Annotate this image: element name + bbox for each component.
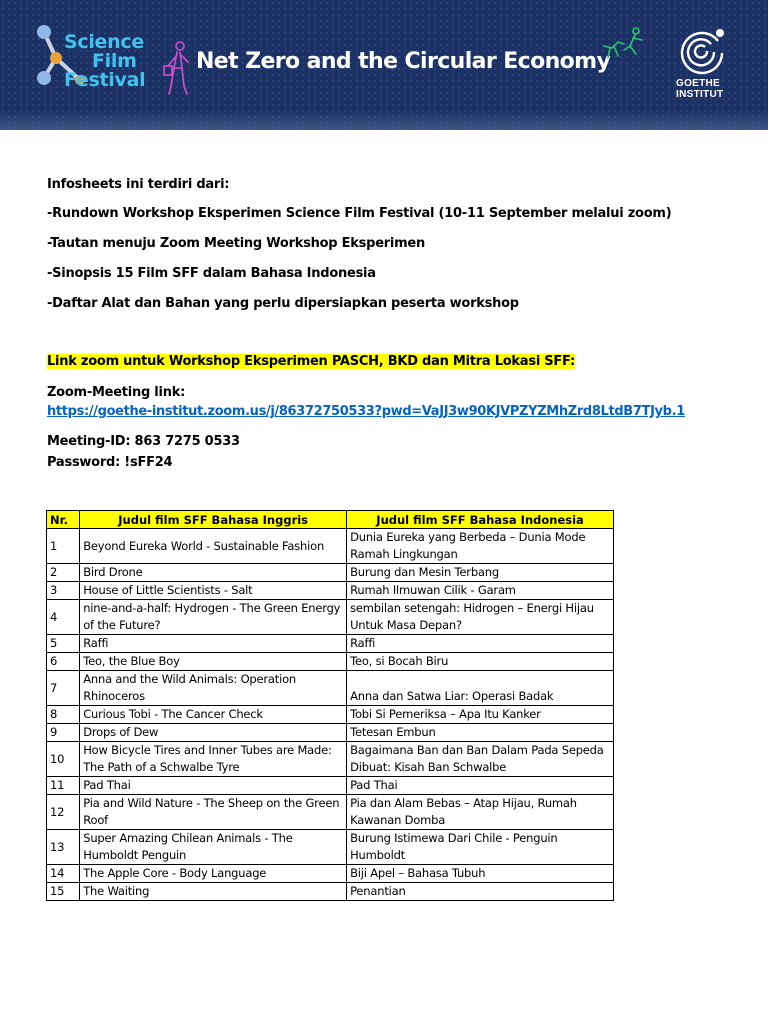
cell-nr: 2 [47,564,80,582]
table-row [47,742,614,777]
cell-indonesian-title: Penantian [347,883,614,901]
meeting-password: Password: !sFF24 [47,455,173,470]
cell-english-title: Beyond Eureka World - Sustainable Fashion [80,529,347,564]
meeting-id: Meeting-ID: 863 7275 0533 [47,434,240,449]
table-row [47,795,614,830]
festival-banner [0,0,768,130]
cell-nr: 4 [47,600,80,635]
infosheet-heading: Infosheets ini terdiri dari: [47,177,230,192]
logo-word-festival: Festival [64,69,146,91]
table-row [47,706,614,724]
logo-word-science: Science [64,31,144,53]
cell-indonesian-title: Raffi [347,635,614,653]
cell-nr: 8 [47,706,80,724]
cell-nr: 5 [47,635,80,653]
cell-indonesian-title: Pad Thai [347,777,614,795]
cell-indonesian-title: Rumah Ilmuwan Cilik - Garam [347,582,614,600]
cell-english-title: Bird Drone [80,564,347,582]
woman-figure-icon [160,40,196,98]
cell-indonesian-title: Dunia Eureka yang Berbeda – Dunia Mode Ramah Lingkungan [347,529,614,564]
goethe-logo-icon [678,27,726,75]
goethe-wordmark-line1: GOETHE [676,78,721,89]
table-row [47,600,614,635]
zoom-link-label: Zoom-Meeting link: [47,385,186,400]
cell-english-title: Curious Tobi - The Cancer Check [80,706,347,724]
cell-indonesian-title: Tetesan Embun [347,724,614,742]
table-row [47,529,614,564]
cell-english-title: The Apple Core - Body Language [80,865,347,883]
cell-nr: 7 [47,671,80,706]
table-row [47,653,614,671]
cell-nr: 1 [47,529,80,564]
cell-indonesian-title: Tobi Si Pemeriksa – Apa Itu Kanker [347,706,614,724]
highlighted-heading-text: Link zoom untuk Workshop Eksperimen PASCH, BKD dan Mitra Lokasi SFF: [47,354,575,369]
table-header-row [47,511,614,529]
banner-bottom-fade [0,110,768,130]
running-figures-icon [600,26,650,66]
banner-title: Net Zero and the Circular Economy [196,49,611,74]
goethe-wordmark-line2: INSTITUT [676,89,724,100]
infosheet-item: -Sinopsis 15 Film SFF dalam Bahasa Indonesia [47,266,376,281]
cell-english-title: Raffi [80,635,347,653]
zoom-meeting-link[interactable]: https://goethe-institut.zoom.us/j/86372750533?pwd=VaJJ3w90KJVPZYZMhZrd8LtdB7TJyb.1 [47,404,685,419]
infosheet-item: -Rundown Workshop Eksperimen Science Film Festival (10-11 September melalui zoom) [47,206,672,221]
cell-indonesian-title: Biji Apel – Bahasa Tubuh [347,865,614,883]
cell-nr: 15 [47,883,80,901]
zoom-section-heading [47,354,575,369]
table-row [47,582,614,600]
cell-english-title: Drops of Dew [80,724,347,742]
cell-nr: 14 [47,865,80,883]
header-indonesian-title: Judul film SFF Bahasa Indonesia [347,511,614,529]
cell-nr: 13 [47,830,80,865]
cell-indonesian-title: Bagaimana Ban dan Ban Dalam Pada Sepeda Dibuat: Kisah Ban Schwalbe [347,742,614,777]
table-row [47,671,614,706]
cell-english-title: House of Little Scientists - Salt [80,582,347,600]
cell-indonesian-title: Burung dan Mesin Terbang [347,564,614,582]
cell-nr: 3 [47,582,80,600]
cell-nr: 11 [47,777,80,795]
film-titles-table [46,510,614,901]
cell-indonesian-title: Teo, si Bocah Biru [347,653,614,671]
cell-english-title: How Bicycle Tires and Inner Tubes are Made: The Path of a Schwalbe Tyre [80,742,347,777]
table-row [47,830,614,865]
cell-indonesian-title: Anna dan Satwa Liar: Operasi Badak [347,671,614,706]
cell-english-title: nine-and-a-half: Hydrogen - The Green Energy of the Future? [80,600,347,635]
cell-english-title: Pad Thai [80,777,347,795]
cell-indonesian-title: sembilan setengah: Hidrogen – Energi Hijau Untuk Masa Depan? [347,600,614,635]
cell-indonesian-title: Burung Istimewa Dari Chile - Penguin Humboldt [347,830,614,865]
header-nr: Nr. [47,511,80,529]
cell-english-title: Pia and Wild Nature - The Sheep on the Green Roof [80,795,347,830]
table-row [47,777,614,795]
cell-indonesian-title: Pia dan Alam Bebas – Atap Hijau, Rumah Kawanan Domba [347,795,614,830]
table-row [47,635,614,653]
table-row [47,724,614,742]
cell-english-title: Teo, the Blue Boy [80,653,347,671]
cell-nr: 9 [47,724,80,742]
cell-english-title: Super Amazing Chilean Animals - The Humboldt Penguin [80,830,347,865]
infosheet-item: -Daftar Alat dan Bahan yang perlu dipersiapkan peserta workshop [47,296,519,311]
table-row [47,883,614,901]
goethe-institut-wordmark [676,78,723,100]
cell-nr: 10 [47,742,80,777]
cell-english-title: The Waiting [80,883,347,901]
cell-nr: 6 [47,653,80,671]
cell-nr: 12 [47,795,80,830]
cell-english-title: Anna and the Wild Animals: Operation Rhinoceros [80,671,347,706]
infosheet-item: -Tautan menuju Zoom Meeting Workshop Eksperimen [47,236,426,251]
table-row [47,564,614,582]
logo-word-film: Film [92,50,137,72]
table-row [47,865,614,883]
header-english-title: Judul film SFF Bahasa Inggris [80,511,347,529]
